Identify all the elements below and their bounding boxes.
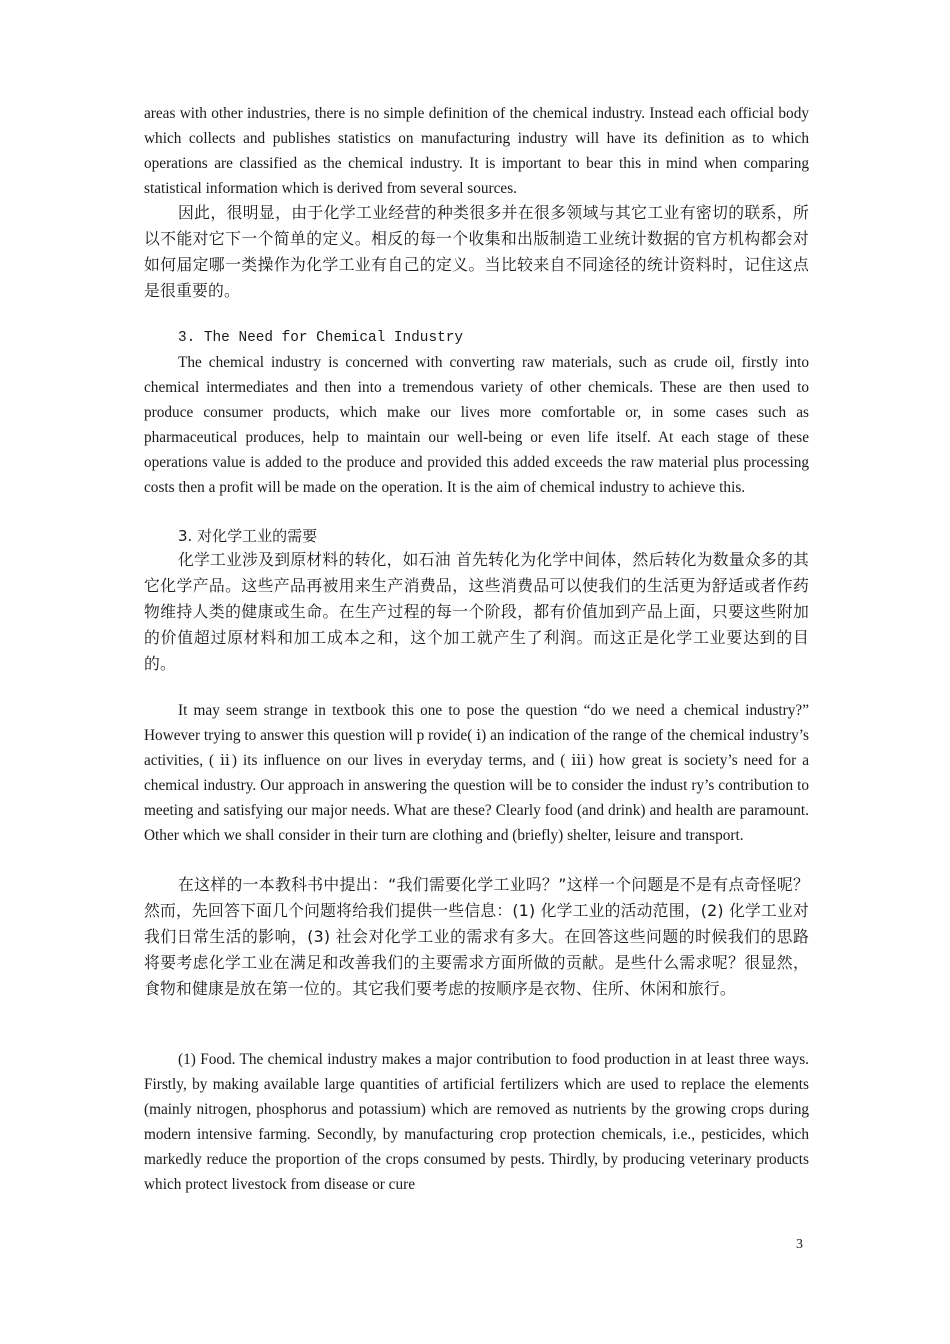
paragraph-3-zh: 在这样的一本教科书中提出：“我们需要化学工业吗？”这样一个问题是不是有点奇怪呢？然而，先回答下面几个问题将给我们提供一些信息：(1) 化学工业的活动范围，(2) 化学工业对我们日常生活的影响，(3) 社会对化学工业的需求有多大。在回答这些问题的时候我们的思路将要考虑化学工业在满足和改善我们的主要需求方面所做的贡献。是些什么需求呢？很显然，食物和健康是放在第一位的。其它我们要考虑的按顺序是衣物、住所、休闲和旅行。 [144, 875, 809, 998]
paragraph-4-en: (1) Food. The chemical industry makes a major contribution to food production in at least three ways. Firstly, by making available large quantities of artificial fertilizers which are used to replace the elements (mainly nitrogen, phosphorus and potassium) which are removed as nutrients by the growing crops during modern intensive farming. Secondly, by manufacturing crop protection chemicals, i.e., pesticides, which markedly reduce the proportion of the crops consumed by pests. Thirdly, by producing veterinary products which protect livestock from disease or cure [144, 1051, 809, 1193]
text-block-2-en [144, 350, 809, 500]
paragraph-1-en: areas with other industries, there is no simple definition of the chemical industry. Instead each official body which collects and publishes statistics on manufacturing industry will have its definition as to which operations are classified as the chemical industry. It is important to bear this in mind when comparing statistical information which is derived from several sources. [144, 105, 809, 197]
text-block-1-zh [144, 200, 809, 304]
text-block-4-en [144, 1047, 809, 1197]
section-3-heading-en: 3. The Need for Chemical Industry [178, 330, 463, 346]
paragraph-2-zh: 化学工业涉及到原材料的转化，如石油 首先转化为化学中间体，然后转化为数量众多的其它化学产品。这些产品再被用来生产消费品，这些消费品可以使我们的生活更为舒适或者作药物维持人类的健康或生命。在生产过程的每一个阶段，都有价值加到产品上面，只要这些附加的价值超过原材料和加工成本之和，这个加工就产生了利润。而这正是化学工业要达到的目的。 [144, 550, 809, 673]
paragraph-1-zh: 因此，很明显，由于化学工业经营的种类很多并在很多领域与其它工业有密切的联系，所以不能对它下一个简单的定义。相反的每一个收集和出版制造工业统计数据的官方机构都会对如何届定哪一类操作为化学工业有自己的定义。当比较来自不同途径的统计资料时，记住这点是很重要的。 [144, 203, 809, 300]
text-block-2-zh [144, 547, 809, 677]
text-block-3-zh [144, 872, 809, 1002]
text-block-3-en [144, 698, 809, 848]
section-3-heading-zh: 3. 对化学工业的需要 [178, 527, 318, 545]
paragraph-2-en: The chemical industry is concerned with converting raw materials, such as crude oil, firstly into chemical intermediates and then into a tremendous variety of other chemicals. These are then used to produce consumer products, which make our lives more comfortable or, in some cases such as pharmaceutical produces, help to maintain our well-being or even life itself. At each stage of these operations value is added to the produce and provided this added exceeds the raw material plus processing costs then a profit will be made on the operation. It is the aim of chemical industry to achieve this. [144, 354, 809, 496]
text-block-1-en [144, 101, 809, 201]
page-number: 3 [796, 1237, 803, 1252]
paragraph-3-en: It may seem strange in textbook this one to pose the question “do we need a chemical industry?” However trying to answer this question will p rovide( ⅰ) an indication of the range of the chemical industry’s activities, ( ⅱ) its influence on our lives in everyday terms, and ( ⅲ) how great is society’s need for a chemical industry. Our approach in answering the question will be to consider the indust ry’s contribution to meeting and satisfying our major needs. What are these? Clearly food (and drink) and health are paramount. Other which we shall consider in their turn are clothing and (briefly) shelter, leisure and transport. [144, 702, 809, 844]
